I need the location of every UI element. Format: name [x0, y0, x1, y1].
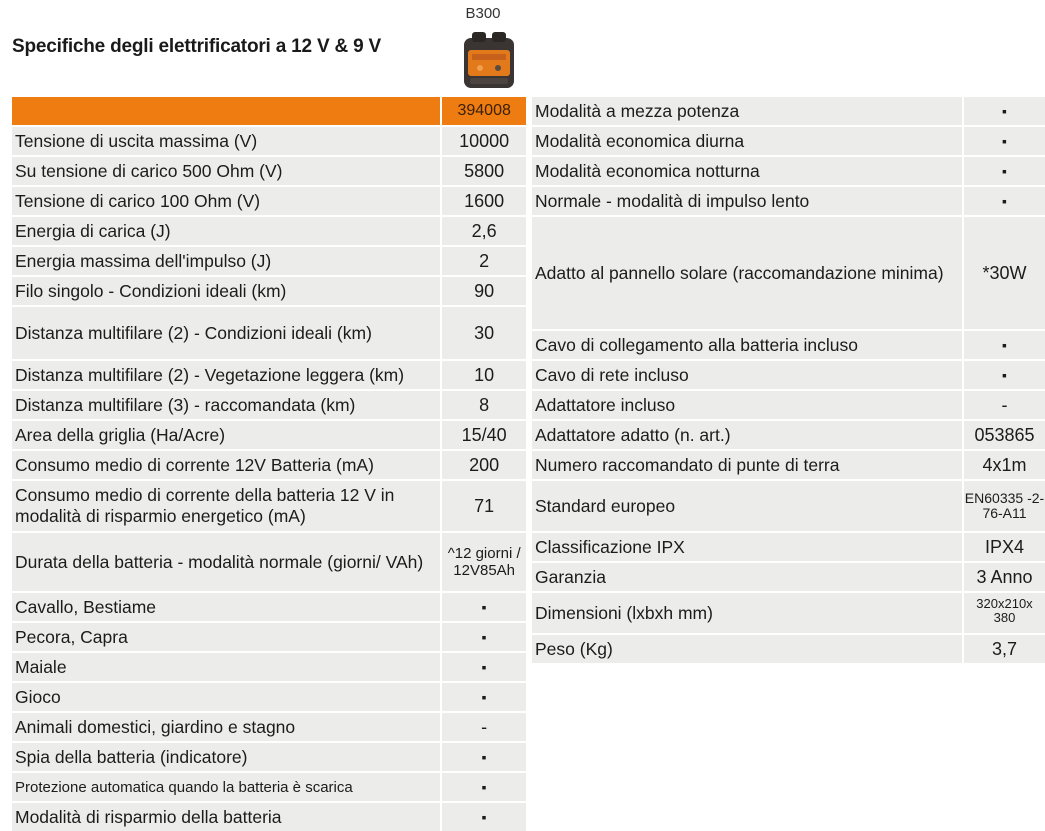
- spec-label: Adattatore adatto (n. art.): [532, 421, 962, 449]
- table-row: [12, 743, 526, 771]
- spec-value: 2,6: [442, 217, 526, 245]
- spec-value: 71: [442, 481, 526, 531]
- spec-value: 10: [442, 361, 526, 389]
- bullet-icon: ▪: [442, 773, 526, 801]
- table-row: [12, 451, 526, 479]
- spec-value: *30W: [964, 217, 1045, 329]
- table-row: [12, 247, 526, 275]
- spec-label: Area della griglia (Ha/Acre): [12, 421, 440, 449]
- spec-value: 320x210x 380: [964, 593, 1045, 633]
- spec-label: Su tensione di carico 500 Ohm (V): [12, 157, 440, 185]
- bullet-icon: ▪: [964, 361, 1045, 389]
- spec-label: Cavo di collegamento alla batteria incluso: [532, 331, 962, 359]
- table-row: [12, 713, 526, 741]
- table-row: [532, 563, 1045, 591]
- bullet-icon: ▪: [964, 331, 1045, 359]
- spec-value: 15/40: [442, 421, 526, 449]
- spec-label: Modalità economica notturna: [532, 157, 962, 185]
- table-row: [532, 97, 1045, 125]
- spec-label: Modalità a mezza potenza: [532, 97, 962, 125]
- spec-label: Adattatore incluso: [532, 391, 962, 419]
- spec-label: Garanzia: [532, 563, 962, 591]
- left-spec-table: [12, 97, 526, 831]
- spec-value: -: [964, 391, 1045, 419]
- spec-label: Tensione di uscita massima (V): [12, 127, 440, 155]
- spec-value: ^12 giorni / 12V85Ah: [442, 533, 526, 591]
- spec-label: Modalità economica diurna: [532, 127, 962, 155]
- bullet-icon: ▪: [442, 803, 526, 831]
- spec-value: IPX4: [964, 533, 1045, 561]
- spec-value: 10000: [442, 127, 526, 155]
- table-row: [12, 533, 526, 591]
- table-row: [12, 683, 526, 711]
- spec-label: Distanza multifilare (2) - Condizioni ideali (km): [12, 307, 440, 359]
- table-row: [532, 391, 1045, 419]
- table-row: [532, 187, 1045, 215]
- spec-value: 90: [442, 277, 526, 305]
- article-number: 394008: [442, 97, 526, 125]
- spec-value: 053865: [964, 421, 1045, 449]
- spec-label: Animali domestici, giardino e stagno: [12, 713, 440, 741]
- spec-label: Cavo di rete incluso: [532, 361, 962, 389]
- table-row: [12, 421, 526, 449]
- table-row: [12, 593, 526, 621]
- table-row: [532, 635, 1045, 663]
- spec-value: 3 Anno: [964, 563, 1045, 591]
- spec-label: Consumo medio di corrente 12V Batteria (mA): [12, 451, 440, 479]
- table-row: [532, 533, 1045, 561]
- spec-value: 5800: [442, 157, 526, 185]
- spec-label: Numero raccomandato di punte di terra: [532, 451, 962, 479]
- table-row: [532, 157, 1045, 185]
- spec-label: Tensione di carico 100 Ohm (V): [12, 187, 440, 215]
- table-row: [532, 593, 1045, 633]
- spec-value: 2: [442, 247, 526, 275]
- spec-value: 200: [442, 451, 526, 479]
- bullet-icon: ▪: [964, 187, 1045, 215]
- table-row: [12, 391, 526, 419]
- bullet-icon: ▪: [964, 97, 1045, 125]
- right-spec-table: [532, 97, 1045, 663]
- spec-value: 3,7: [964, 635, 1045, 663]
- spec-label: Modalità di risparmio della batteria: [12, 803, 440, 831]
- spec-label: Protezione automatica quando la batteria è scarica: [12, 773, 440, 801]
- table-row: [532, 127, 1045, 155]
- spec-label: Energia di carica (J): [12, 217, 440, 245]
- spec-label: Filo singolo - Condizioni ideali (km): [12, 277, 440, 305]
- table-row: [12, 307, 526, 359]
- spec-label: Durata della batteria - modalità normale (giorni/ VAh): [12, 533, 440, 591]
- bullet-icon: ▪: [964, 127, 1045, 155]
- battery-energizer-image: [458, 30, 520, 92]
- spec-value: 4x1m: [964, 451, 1045, 479]
- spec-label: Gioco: [12, 683, 440, 711]
- bullet-icon: ▪: [442, 593, 526, 621]
- table-row: [532, 421, 1045, 449]
- table-row: [12, 277, 526, 305]
- bullet-icon: ▪: [442, 743, 526, 771]
- spec-value: EN60335 -2-76-A11: [964, 481, 1045, 531]
- table-row: [12, 187, 526, 215]
- spec-label: Energia massima dell'impulso (J): [12, 247, 440, 275]
- spec-label: Maiale: [12, 653, 440, 681]
- table-row: [532, 481, 1045, 531]
- header-label-cell: [12, 97, 440, 125]
- spec-label: Standard europeo: [532, 481, 962, 531]
- bullet-icon: ▪: [442, 653, 526, 681]
- spec-value: -: [442, 713, 526, 741]
- model-name: B300: [465, 5, 501, 22]
- bullet-icon: ▪: [442, 623, 526, 651]
- table-row: [12, 773, 526, 801]
- table-row: [532, 331, 1045, 359]
- spec-label: Normale - modalità di impulso lento: [532, 187, 962, 215]
- table-row: [12, 127, 526, 155]
- table-header-row: [12, 97, 526, 125]
- table-row: [12, 653, 526, 681]
- spec-label: Classificazione IPX: [532, 533, 962, 561]
- table-row: [12, 623, 526, 651]
- table-row: [12, 481, 526, 531]
- table-row: [12, 217, 526, 245]
- spec-value: 8: [442, 391, 526, 419]
- spec-label: Cavallo, Bestiame: [12, 593, 440, 621]
- spec-label: Peso (Kg): [532, 635, 962, 663]
- table-row: [532, 451, 1045, 479]
- table-row: [532, 217, 1045, 329]
- table-row: [12, 361, 526, 389]
- spec-label: Spia della batteria (indicatore): [12, 743, 440, 771]
- bullet-icon: ▪: [964, 157, 1045, 185]
- spec-label: Adatto al pannello solare (raccomandazione minima): [532, 217, 962, 329]
- page-title: Specifiche degli elettrificatori a 12 V & 9 V: [12, 36, 382, 57]
- table-row: [532, 361, 1045, 389]
- spec-label: Distanza multifilare (3) - raccomandata (km): [12, 391, 440, 419]
- bullet-icon: ▪: [442, 683, 526, 711]
- table-row: [12, 803, 526, 831]
- spec-value: 30: [442, 307, 526, 359]
- spec-label: Consumo medio di corrente della batteria 12 V in modalità di risparmio energetico (mA): [12, 481, 440, 531]
- spec-value: 1600: [442, 187, 526, 215]
- table-row: [12, 157, 526, 185]
- spec-label: Distanza multifilare (2) - Vegetazione leggera (km): [12, 361, 440, 389]
- spec-label: Dimensioni (lxbxh mm): [532, 593, 962, 633]
- spec-label: Pecora, Capra: [12, 623, 440, 651]
